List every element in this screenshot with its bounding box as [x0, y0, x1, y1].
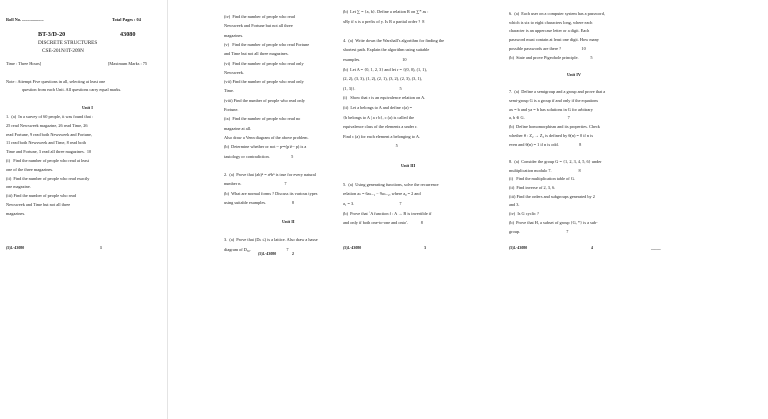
text-line: (i) Show that r is an equivalence relation on A.: [343, 95, 426, 101]
page-number: 4: [591, 246, 593, 250]
text-line: (i) Find the number of people who read at least: [6, 158, 89, 163]
text-line: ax = b and ya = b has solutions in G for arbitrary: [509, 106, 593, 112]
paper-code: BT-3/D-20: [38, 31, 66, 38]
text-line: a, b ∈ G. 7: [509, 115, 570, 121]
text-line: magazine at all.: [224, 125, 252, 131]
text-line: 6. (a) Each user on a computer system has a password,: [509, 11, 605, 16]
text-line: and only if both one-to-one and onto'. 8: [343, 220, 423, 226]
text-line: group. 7: [509, 228, 569, 234]
text-line: read Fortune, 9 read both Newsweek and Fortune,: [6, 131, 93, 137]
paper-number: 43080: [120, 31, 136, 38]
text-line: Time.: [224, 88, 234, 94]
maximum-marks: [Maximum Marks : 75: [108, 61, 148, 66]
text-line: 4. (a) Write down the Warshall's algorithm for finding the: [343, 37, 445, 43]
note-line-2: question from each Unit. All questions carry equal marks.: [22, 87, 122, 92]
text-line: Newsweek.: [224, 69, 244, 75]
footer-code: (5)L-43080: [509, 246, 528, 250]
text-line: (iii) Find the number of people who read: [6, 193, 77, 199]
text-line: a₁ = 3. 7: [343, 201, 402, 206]
text-line: shortest path. Explain the algorithm using suitable: [343, 47, 430, 53]
footer-code: (5)L-43080: [6, 246, 25, 250]
page-number: 1: [100, 246, 102, 250]
text-line: (iv) Find the number of people who read: [224, 14, 295, 19]
page-number: 3: [424, 246, 426, 250]
text-line: Unit III: [401, 162, 416, 168]
text-line: xRy if x is a prefix of y. Is R a partial order ? 8: [343, 18, 425, 24]
text-line: (b) Prove that `A function f : A → B is invertible if: [343, 210, 432, 216]
footer-mark: _____: [651, 246, 661, 250]
text-line: (ii) Find inverse of 2, 3, 6.: [509, 185, 556, 190]
text-line: password must contain at least one digit. How many: [509, 37, 599, 43]
text-line: multiplication modulo 7. 8: [509, 167, 581, 173]
text-line: (iv) Is G cyclic ?: [509, 211, 539, 217]
text-line: (b) Determine whether or not ~ p⇒(p∨~ p) is a: [224, 144, 307, 150]
course-code: CSE-201N/IT-209N: [42, 48, 84, 54]
text-line: tautology or contradiction. 5: [224, 153, 294, 159]
text-line: (ix) Find the number of people who read no: [224, 116, 301, 122]
total-pages: Total Pages : 04: [112, 17, 141, 22]
text-line: (viii) Find the number of people who read only: [224, 97, 305, 103]
page-1: [0, 0, 168, 419]
text-line: equivalence class of the elements a under r.: [343, 124, 418, 130]
text-line: 7. (a) Define a semigroup and a group and prove that a: [509, 89, 606, 95]
text-line: using suitable examples. 8: [224, 200, 295, 205]
text-line: Time and Fortune, 3 read all three magazines. 10: [6, 149, 92, 155]
text-line: (i) Find the multiplication table of G.: [509, 176, 575, 182]
text-line: (b) Define homomorphism and its properties. Check: [509, 124, 600, 130]
text-line: which is six to eight characters long, where each: [509, 19, 593, 25]
text-line: 3. (a) Prove that (Dₙ ≤) is a lattice. Also draw a hasse: [224, 237, 318, 243]
text-line: (ii) Find the number of people who read exactly: [6, 175, 90, 181]
note-line-1: Note : Attempt Five questions in all, selecting at least one: [6, 79, 106, 84]
unit-heading: Unit I: [82, 105, 93, 110]
text-line: 1. (a) In a survey of 60 people, it was found that :: [6, 114, 94, 119]
text-line: possible passwords are there ? 10: [509, 45, 586, 51]
text-line: relation aₙ = 6aₙ₋₁ − 9aₙ₋₂, where a₀ = 2 and: [343, 191, 421, 197]
paper-title: DISCRETE STRUCTURES: [38, 40, 98, 46]
text-line: whether θ : Z₂ → Z₂ is defined by θ(n) = 0 if n is: [509, 132, 593, 138]
text-line: (iii) Find the orders and subgroups generated by 2: [509, 193, 595, 199]
page-3: [343, 0, 485, 419]
footer-code: (5)L-43080: [343, 246, 362, 250]
text-line: (2, 2), (3, 3), (1, 2), (2, 1), (3, 2), (2, 3), (3, 1),: [343, 76, 423, 82]
text-line: 8. (a) Consider the group G = {1, 2, 3, 4, 5, 6} under: [509, 158, 602, 164]
text-line: (b) Let A = {0, 1, 2, 3} and let r = {(0, 0), (1, 1),: [343, 66, 427, 72]
text-line: Newsweek and Time but not all three: [6, 202, 71, 207]
text-line: and 3.: [509, 202, 520, 208]
text-line: Also draw a Venn diagram of the above problem.: [224, 134, 309, 140]
text-line: Newsweek and Fortune but not all three: [224, 23, 293, 29]
page-number: 2: [292, 252, 294, 256]
text-line: (ii) Let a belongs to A and define c(a) =: [343, 105, 413, 110]
text-line: character is an uppercase letter or a digit. Each: [509, 28, 590, 34]
roll-number: Roll No. ....................: [6, 17, 44, 22]
text-line: 25 read Newsweek magazine, 26 read Time, 26: [6, 122, 88, 128]
text-line: (vi) Find the number of people who read only: [224, 60, 304, 66]
text-line: one magazine.: [6, 184, 31, 190]
text-line: examples. 10: [343, 57, 407, 62]
text-line: Find c (a) for each element a belonging to A.: [343, 133, 421, 139]
footer-code: (5)L-43080: [258, 252, 277, 256]
page-2: [220, 0, 350, 419]
text-line: 5. (a) Using generating functions, solve the recurrence: [343, 181, 439, 187]
text-line: (b) What are normal forms ? Discuss its various types: [224, 190, 318, 196]
text-line: one of the three magazines.: [6, 166, 54, 172]
text-line: 11 read both Newsweek and Time, 8 read both: [6, 140, 86, 146]
text-line: (b) Let ∑ = {a, b}. Define a relation R on ∑* as :: [343, 9, 429, 14]
text-line: (b) State and prove Pigeohole principle. 5: [509, 54, 593, 60]
text-line: magazines.: [6, 210, 26, 216]
text-line: Fortune.: [224, 107, 239, 112]
text-line: even and θ(n) = 1 if n is odd. 8: [509, 141, 582, 147]
text-line: (vii) Find the number of people who read only: [224, 79, 304, 85]
page-4: [505, 0, 665, 419]
text-line: Unit II: [282, 218, 295, 224]
text-line: and Time but not all three magazines.: [224, 51, 289, 57]
text-line: {b belongs to A | a r b}, c (a) is called the: [343, 114, 414, 120]
text-line: Unit IV: [567, 71, 581, 77]
text-line: (b) Prove that H, a subset of group {G, *} is a sub-: [509, 219, 598, 225]
text-line: 2. (a) Prove that (ab)ⁿ = aⁿbⁿ is true for every natural: [224, 172, 316, 178]
text-line: semi-group G is a group if and only if the equations: [509, 98, 599, 103]
text-line: magazines.: [224, 32, 244, 38]
text-line: (v) Find the number of people who read Fortune: [224, 41, 310, 47]
text-line: 5: [343, 143, 398, 149]
text-line: diagram of D₃₀. 7: [224, 246, 289, 252]
text-line: (1, 3)}. 5: [343, 85, 402, 91]
text-line: number n. 7: [224, 181, 287, 187]
exam-time: Time : Three Hours]: [6, 61, 42, 66]
